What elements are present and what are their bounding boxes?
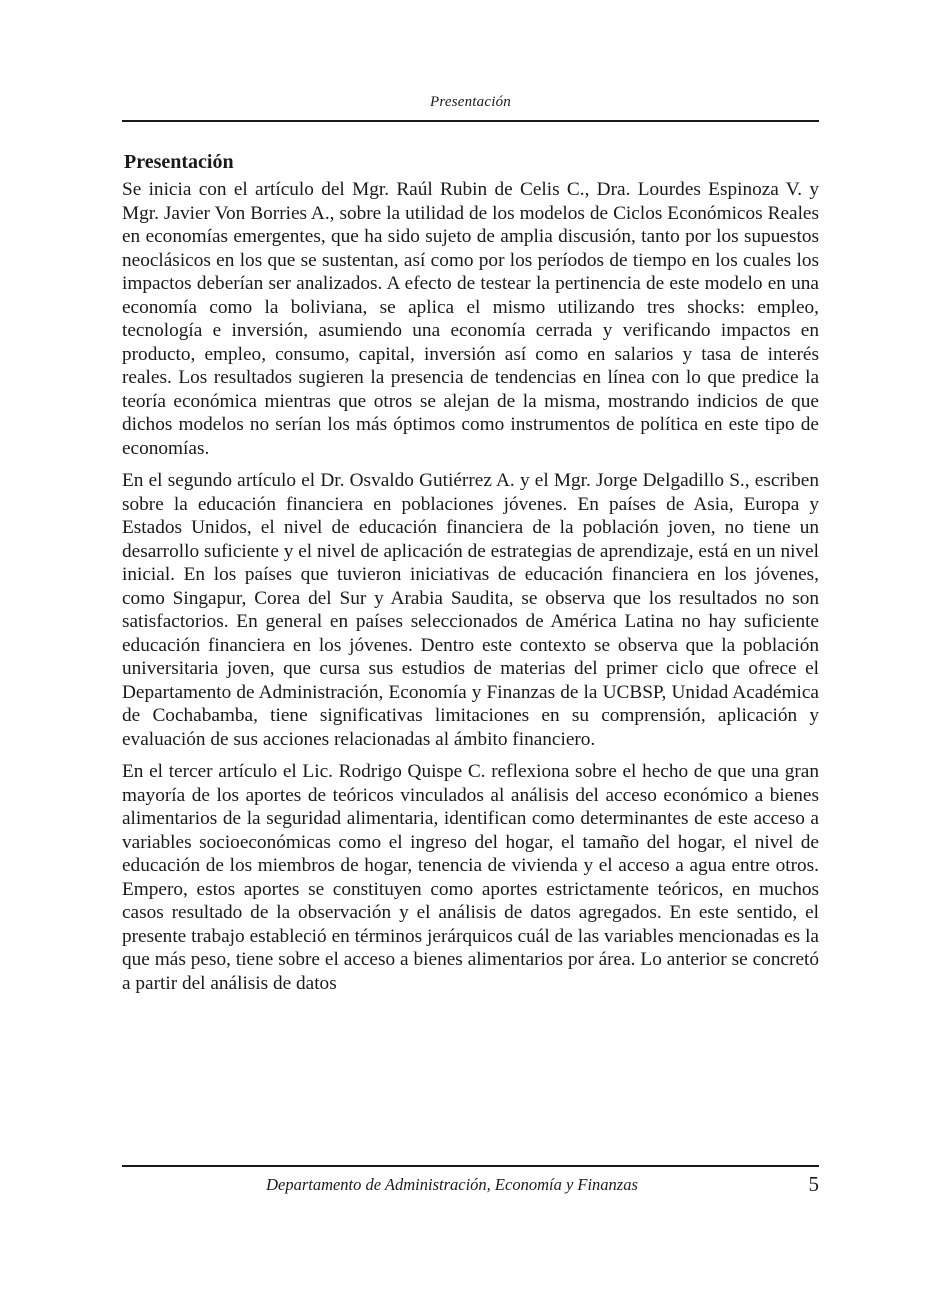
footer-department: Departamento de Administración, Economía y Finanzas xyxy=(266,1175,638,1194)
paragraph-second-article: En el segundo artículo el Dr. Osvaldo Gutiérrez A. y el Mgr. Jorge Delgadillo S., escriben sobre la educación financiera en poblaciones jóvenes. En países de Asia, Europa y Estados Unidos, el nivel de educación financiera de la población joven, no tiene un desarrollo suficiente y el nivel de aplicación de estrategias de aprendizaje, está en un nivel inicial. En los países que tuvieron iniciativas de educación financiera en los jóvenes, como Singapur, Corea del Sur y Arabia Saudita, se observa que los resultados no son satisfactorios. En general en países seleccionados de América Latina no hay suficiente educación financiera en los jóvenes. Dentro este contexto se observa que la población universitaria joven, que cursa sus estudios de materias del primer ciclo que ofrece el Departamento de Administración, Economía y Finanzas de la UCBSP, Unidad Académica de Cochabamba, tiene significativas limitaciones en su comprensión, aplicación y evaluación de sus acciones relacionadas al ámbito financiero. xyxy=(122,470,819,750)
section-title: Presentación xyxy=(124,151,234,173)
header-rule xyxy=(122,120,819,122)
page-body xyxy=(122,150,819,1004)
running-head: Presentación xyxy=(430,94,511,110)
paragraph-first-article: Se inicia con el artículo del Mgr. Raúl Rubin de Celis C., Dra. Lourdes Espinoza V. y Mgr. Javier Von Borries A., sobre la utilidad de los modelos de Ciclos Económicos Reales en economías emergentes, que ha sido sujeto de amplia discusión, tanto por los supuestos neoclásicos en los que se sustentan, así como por los períodos de tiempo en los cuales los impactos deberían ser analizados. A efecto de testear la pertinencia de este modelo en una economía como la boliviana, se aplica el mismo utilizando tres shocks: empleo, tecnología e inversión, asumiendo una economía cerrada y verificando impactos en producto, empleo, consumo, capital, inversión así como en salarios y tasa de interés reales. Los resultados sugieren la presencia de tendencias en línea con lo que predice la teoría económica mientras que otros se alejan de la misma, mostrando indicios de que dichos modelos no serían los más óptimos como instrumentos de política en este tipo de economías. xyxy=(122,179,819,459)
footer-rule xyxy=(122,1165,819,1167)
paragraph-third-article: En el tercer artículo el Lic. Rodrigo Quispe C. reflexiona sobre el hecho de que una gran mayoría de los aportes de teóricos vinculados al análisis del acceso económico a bienes alimentarios de la seguridad alimentaria, identifican como determinantes de este acceso a variables socioeconómicas como el ingreso del hogar, el tamaño del hogar, el nivel de educación de los miembros de hogar, tenencia de vivienda y el acceso a agua entre otros. Empero, estos aportes se constituyen como aportes estrictamente teóricos, en muchos casos resultado de la observación y el análisis de datos agregados. En este sentido, el presente trabajo estableció en términos jerárquicos cuál de las variables mencionadas es la que más peso, tiene sobre el acceso a bienes alimentarios por área. Lo anterior se concretó a partir del análisis de datos xyxy=(122,761,819,994)
page-number: 5 xyxy=(808,1172,819,1196)
